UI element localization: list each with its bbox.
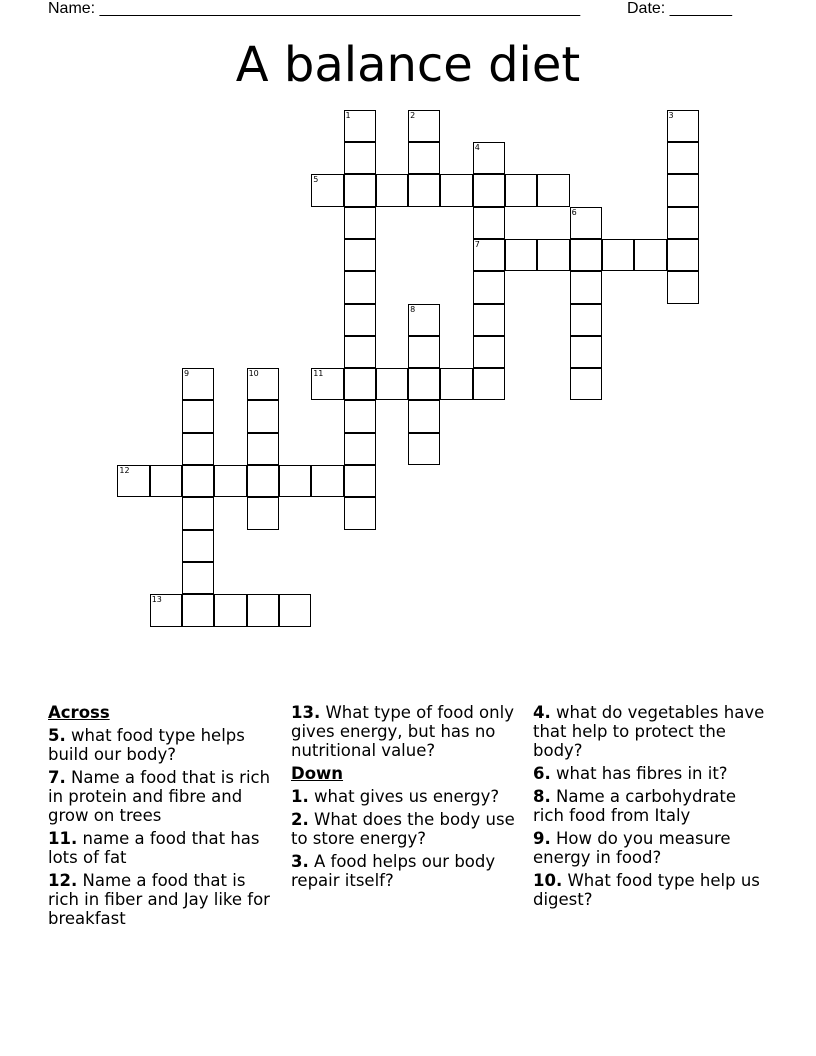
clue-down-2: [291, 810, 523, 848]
crossword-cell[interactable]: [473, 142, 505, 174]
clue-text: what food type helps build our body?: [48, 726, 245, 764]
cell-number: 5: [313, 175, 319, 185]
crossword-cell[interactable]: [344, 400, 376, 432]
crossword-cell[interactable]: [344, 174, 376, 206]
crossword-cell[interactable]: [150, 594, 182, 626]
crossword-cell[interactable]: [570, 336, 602, 368]
crossword-cell[interactable]: [279, 465, 311, 497]
cell-number: 12: [119, 466, 130, 475]
clues-column-1: [48, 703, 280, 932]
clue-number: 6.: [533, 764, 551, 783]
crossword-cell[interactable]: [247, 433, 279, 465]
clue-text: What type of food only gives energy, but has no nutritional value?: [291, 703, 514, 760]
crossword-cell[interactable]: [408, 174, 440, 206]
clue-text: What does the body use to store energy?: [291, 810, 515, 848]
crossword-cell[interactable]: [344, 497, 376, 529]
crossword-cell[interactable]: [344, 239, 376, 271]
crossword-cell[interactable]: [570, 368, 602, 400]
clue-across-5: [48, 726, 280, 764]
crossword-cell[interactable]: [667, 239, 699, 271]
crossword-cell[interactable]: [473, 207, 505, 239]
clue-across-7: [48, 768, 280, 825]
crossword-cell[interactable]: [311, 368, 343, 400]
clue-down-10: [533, 871, 765, 909]
crossword-cell[interactable]: [247, 497, 279, 529]
clues-column-2: [291, 703, 523, 894]
crossword-cell[interactable]: [182, 368, 214, 400]
across-heading: Across: [48, 703, 110, 722]
crossword-cell[interactable]: [344, 271, 376, 303]
crossword-cell[interactable]: [634, 239, 666, 271]
clue-number: 9.: [533, 829, 551, 848]
clues-column-3: [533, 703, 765, 913]
crossword-cell[interactable]: [182, 594, 214, 626]
crossword-cell[interactable]: [667, 174, 699, 206]
clue-down-8: [533, 787, 765, 825]
crossword-cell[interactable]: [182, 497, 214, 529]
clue-down-1: [291, 787, 523, 806]
crossword-cell[interactable]: [440, 368, 472, 400]
name-field[interactable]: Name: ______________________________________________________: [48, 0, 581, 17]
clue-number: 5.: [48, 726, 66, 745]
crossword-cell[interactable]: [408, 400, 440, 432]
clue-text: How do you measure energy in food?: [533, 829, 731, 867]
crossword-cell[interactable]: [344, 207, 376, 239]
clue-across-12: [48, 871, 280, 928]
clue-text: what do vegetables have that help to protect the body?: [533, 703, 765, 760]
clue-number: 12.: [48, 871, 78, 890]
down-heading: Down: [291, 764, 344, 783]
crossword-cell[interactable]: [408, 368, 440, 400]
clue-across-13: [291, 703, 523, 760]
crossword-cell[interactable]: [150, 465, 182, 497]
crossword-cell[interactable]: [344, 304, 376, 336]
clue-number: 3.: [291, 852, 309, 871]
crossword-cell[interactable]: [344, 433, 376, 465]
clue-text: what gives us energy?: [314, 787, 500, 806]
crossword-cell[interactable]: [473, 239, 505, 271]
cell-number: 13: [151, 595, 162, 605]
crossword-cell[interactable]: [247, 594, 279, 626]
crossword-cell[interactable]: [344, 110, 376, 142]
crossword-cell[interactable]: [537, 174, 569, 206]
clue-down-3: [291, 852, 523, 890]
page-title: A balance diet: [235, 37, 581, 93]
cell-number: 7: [474, 239, 480, 249]
crossword-cell[interactable]: [570, 207, 602, 239]
cell-number: 3: [668, 110, 674, 120]
crossword-cell[interactable]: [182, 433, 214, 465]
crossword-cell[interactable]: [344, 465, 376, 497]
cell-number: 10: [248, 369, 259, 379]
crossword-cell[interactable]: [182, 530, 214, 562]
crossword-cell[interactable]: [505, 239, 537, 271]
crossword-cell[interactable]: [408, 142, 440, 174]
crossword-cell[interactable]: [408, 336, 440, 368]
clue-number: 7.: [48, 768, 66, 787]
crossword-cell[interactable]: [344, 336, 376, 368]
crossword-cell[interactable]: [473, 336, 505, 368]
clue-number: 4.: [533, 703, 551, 722]
clue-number: 1.: [291, 787, 309, 806]
crossword-cell[interactable]: [182, 400, 214, 432]
clue-number: 8.: [533, 787, 551, 806]
crossword-cell[interactable]: [214, 594, 246, 626]
crossword-cell[interactable]: [602, 239, 634, 271]
clue-text: What food type help us digest?: [533, 871, 760, 909]
crossword-cell[interactable]: [537, 239, 569, 271]
crossword-cell[interactable]: [473, 304, 505, 336]
cell-number: 8: [410, 304, 416, 314]
clue-number: 11.: [48, 829, 78, 848]
crossword-cell[interactable]: [376, 174, 408, 206]
crossword-cell[interactable]: [182, 562, 214, 594]
crossword-cell[interactable]: [376, 368, 408, 400]
crossword-cell[interactable]: [311, 465, 343, 497]
crossword-cell[interactable]: [117, 465, 149, 497]
clue-down-9: [533, 829, 765, 867]
cell-number: 2: [410, 110, 416, 120]
crossword-cell[interactable]: [408, 110, 440, 142]
crossword-cell[interactable]: [247, 368, 279, 400]
clue-across-11: [48, 829, 280, 867]
clue-down-4: [533, 703, 765, 760]
crossword-cell[interactable]: [214, 465, 246, 497]
crossword-cell[interactable]: [408, 304, 440, 336]
clue-text: A food helps our body repair itself?: [291, 852, 496, 890]
crossword-cell[interactable]: [473, 271, 505, 303]
cell-number: 6: [571, 207, 577, 217]
crossword-cell[interactable]: [344, 142, 376, 174]
crossword-cell[interactable]: [570, 304, 602, 336]
clue-text: Name a food that is rich in protein and fibre and grow on trees: [48, 768, 271, 825]
crossword-cell[interactable]: [247, 400, 279, 432]
crossword-cell[interactable]: [344, 368, 376, 400]
crossword-cell[interactable]: [408, 433, 440, 465]
clue-down-6: [533, 764, 765, 783]
crossword-cell[interactable]: [473, 174, 505, 206]
crossword-cell[interactable]: [570, 239, 602, 271]
clue-text: name a food that has lots of fat: [48, 829, 260, 867]
crossword-cell[interactable]: [667, 207, 699, 239]
clue-text: what has fibres in it?: [556, 764, 728, 783]
cell-number: 11: [313, 369, 324, 379]
date-field[interactable]: Date: _______: [627, 0, 732, 17]
clue-number: 10.: [533, 871, 563, 890]
cell-number: 1: [345, 110, 351, 120]
crossword-cell[interactable]: [440, 174, 472, 206]
clue-text: Name a carbohydrate rich food from Italy: [533, 787, 737, 825]
crossword-cell[interactable]: [473, 368, 505, 400]
crossword-cell[interactable]: [570, 271, 602, 303]
clue-number: 2.: [291, 810, 309, 829]
clue-text: Name a food that is rich in fiber and Jay like for breakfast: [48, 871, 270, 928]
crossword-cell[interactable]: [667, 142, 699, 174]
crossword-cell[interactable]: [279, 594, 311, 626]
clue-number: 13.: [291, 703, 321, 722]
crossword-cell[interactable]: [667, 110, 699, 142]
cell-number: 9: [184, 369, 190, 379]
crossword-cell[interactable]: [505, 174, 537, 206]
crossword-cell[interactable]: [311, 174, 343, 206]
crossword-cell[interactable]: [182, 465, 214, 497]
crossword-cell[interactable]: [247, 465, 279, 497]
crossword-cell[interactable]: [667, 271, 699, 303]
cell-number: 4: [474, 143, 480, 152]
